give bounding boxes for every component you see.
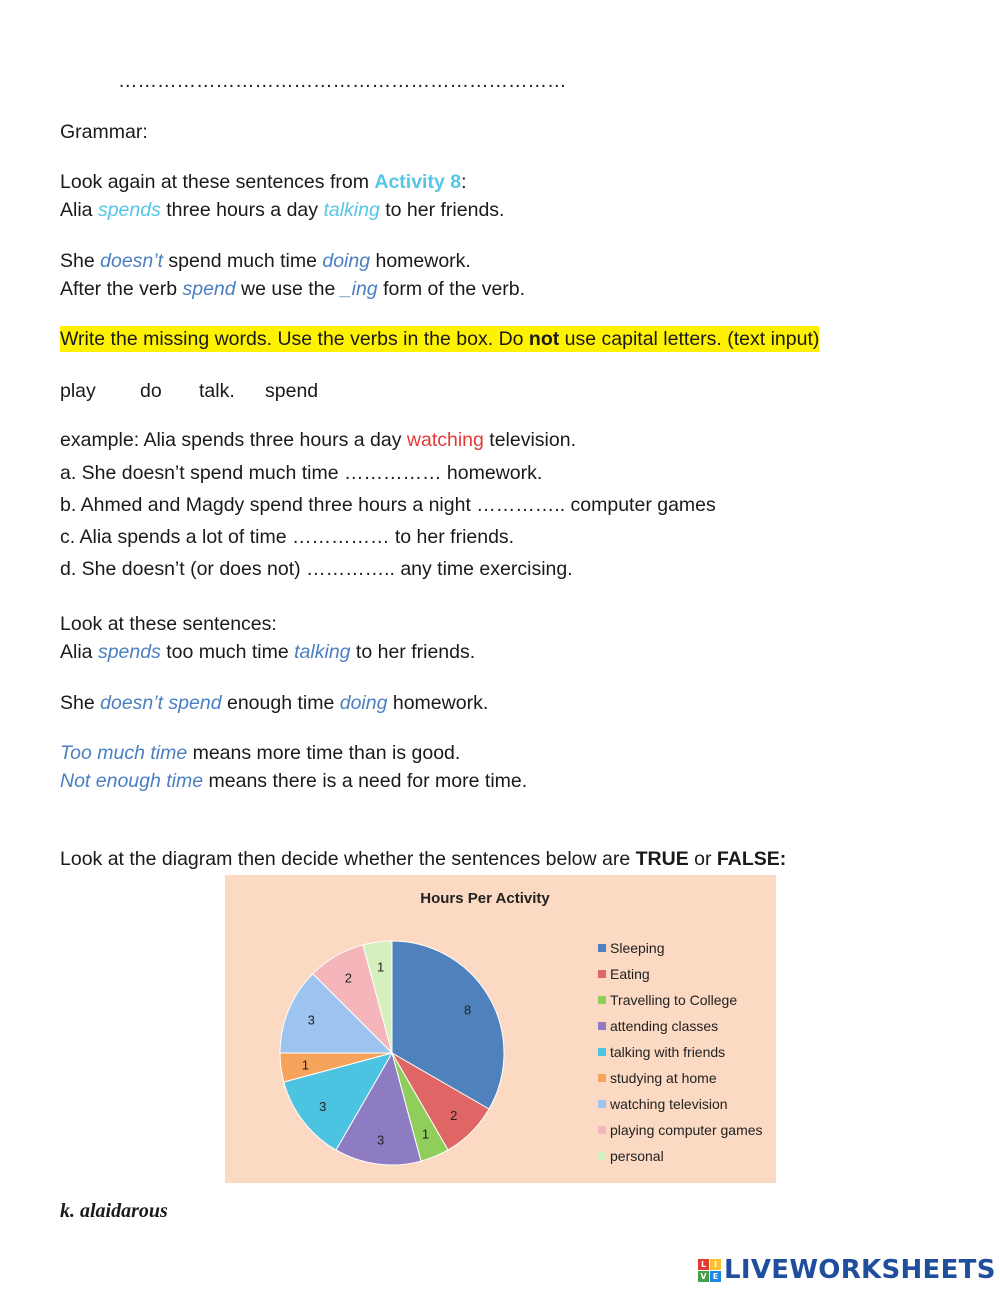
grammar-heading: Grammar: [60, 121, 148, 143]
pie-chart-container [225, 875, 776, 1183]
intro-line [60, 171, 467, 194]
sentence-2-part: homework. [370, 250, 471, 272]
sentence-1-part: three hours a day [160, 199, 324, 221]
definition-term: Too much time [60, 742, 188, 764]
false-keyword: FALSE: [716, 848, 787, 870]
diagram-instruction-text: Look at the diagram then decide whether the sentences below are [60, 848, 636, 870]
example-answer: watching [406, 429, 484, 451]
legend-swatch [598, 1074, 606, 1082]
diagram-instruction-text: or [688, 848, 717, 870]
activity-reference: Activity 8 [374, 171, 462, 193]
sentence-3-ing: talking [294, 641, 351, 663]
sentence-4-ing: doing [339, 692, 388, 714]
logo-tile: L [698, 1259, 709, 1270]
legend-item [598, 940, 665, 956]
legend-label: Travelling to College [610, 992, 738, 1008]
legend-label: personal [610, 1148, 664, 1164]
instruction [60, 328, 819, 351]
legend-swatch [598, 970, 606, 978]
legend-item [598, 966, 650, 982]
sentence-3 [60, 641, 475, 664]
example-line [60, 429, 576, 452]
legend-label: attending classes [610, 1018, 719, 1034]
example-part: example: Alia spends three hours a day [60, 429, 407, 451]
diagram-instruction [60, 848, 786, 871]
verb-box-item-do: do [140, 380, 162, 402]
legend-label: studying at home [610, 1070, 717, 1086]
question-c[interactable]: c. Alia spends a lot of time …………… to her friends. [60, 526, 515, 548]
liveworksheets-logo [698, 1253, 996, 1287]
pie-data-label: 3 [307, 1012, 315, 1028]
sentence-4-part: She [60, 692, 101, 714]
sentence-2-ing: doing [322, 250, 371, 272]
top-dotted-line: …………………………………………………………… [118, 70, 567, 92]
legend-swatch [598, 944, 606, 952]
pie-data-label: 1 [376, 959, 385, 975]
true-keyword: TRUE [635, 848, 689, 870]
sentence-3-part: too much time [160, 641, 295, 663]
definition-term: Not enough time [60, 770, 204, 792]
verb-box-item-play: play [60, 380, 96, 402]
logo-text: LIVEWORKSHEETS [724, 1255, 996, 1285]
sentence-3-part: to her friends. [350, 641, 476, 663]
definition-text: means there is a need for more time. [203, 770, 528, 792]
definition-too-much [60, 742, 460, 765]
sentence-4-verb: doesn’t spend [100, 692, 222, 714]
definition-not-enough [60, 770, 527, 793]
look-heading: Look at these sentences: [60, 613, 277, 635]
question-d[interactable]: d. She doesn’t (or does not) ………….. any time exercising. [60, 558, 573, 580]
legend-item [598, 1148, 664, 1164]
logo-tile: I [710, 1259, 721, 1270]
sentence-2-part: spend much time [163, 250, 323, 272]
legend-item [598, 992, 737, 1008]
sentence-2 [60, 250, 471, 273]
sentence-1 [60, 199, 504, 222]
verb-box-item-talk: talk. [199, 380, 235, 402]
legend-label: talking with friends [610, 1044, 726, 1060]
legend-label: Sleeping [610, 940, 665, 956]
legend-swatch [598, 1126, 606, 1134]
pie-data-label: 1 [301, 1057, 310, 1073]
instruction-part: use capital letters. (text input) [559, 328, 820, 350]
legend-item [598, 1044, 725, 1060]
pie-data-label: 2 [450, 1107, 458, 1123]
legend-swatch [598, 1100, 606, 1108]
legend-label: playing computer games [610, 1122, 763, 1138]
legend-item [598, 1096, 728, 1112]
rule-verb: spend [182, 278, 236, 300]
intro-colon: : [461, 171, 467, 193]
logo-tile: V [698, 1271, 709, 1282]
sentence-1-part: Alia [60, 199, 98, 221]
legend-item [598, 1070, 717, 1086]
legend-item [598, 1122, 763, 1138]
question-b[interactable]: b. Ahmed and Magdy spend three hours a night ………….. computer games [60, 494, 716, 516]
legend-swatch [598, 1152, 606, 1160]
instruction-bold: not [528, 328, 560, 350]
logo-tiles-icon [698, 1259, 721, 1282]
rule-part: After the verb [60, 278, 183, 300]
rule-sentence [60, 278, 525, 301]
instruction-part: Write the missing words. Use the verbs in the box. Do [60, 328, 529, 350]
pie-data-label: 1 [421, 1126, 430, 1142]
legend-swatch [598, 996, 606, 1004]
rule-part: form of the verb. [377, 278, 526, 300]
rule-part: we use the [235, 278, 341, 300]
chart-title: Hours Per Activity [420, 890, 550, 907]
author-signature: k. alaidarous [60, 1200, 168, 1222]
definition-text: means more time than is good. [187, 742, 461, 764]
pie-data-label: 8 [464, 1002, 472, 1018]
sentence-3-part: Alia [60, 641, 98, 663]
rule-ing: _ing [340, 278, 378, 300]
legend-swatch [598, 1048, 606, 1056]
pie-data-label: 2 [344, 970, 352, 986]
sentence-2-verb: doesn’t [100, 250, 164, 272]
sentence-4-part: homework. [387, 692, 489, 714]
sentence-3-verb: spends [97, 641, 161, 663]
question-a[interactable]: a. She doesn’t spend much time …………… homework. [60, 462, 543, 484]
legend-swatch [598, 1022, 606, 1030]
sentence-4 [60, 692, 488, 715]
legend-label: watching television [610, 1096, 728, 1112]
sentence-2-part: She [60, 250, 101, 272]
sentence-1-ing: talking [323, 199, 380, 221]
pie-data-label: 3 [319, 1099, 327, 1115]
sentence-1-verb: spends [97, 199, 161, 221]
pie-data-label: 3 [376, 1132, 385, 1148]
instruction-highlight [60, 326, 819, 352]
logo-tile: E [710, 1271, 721, 1282]
example-part: television. [483, 429, 576, 451]
sentence-4-part: enough time [221, 692, 340, 714]
legend-item [598, 1018, 718, 1034]
sentence-1-part: to her friends. [379, 199, 505, 221]
legend-label: Eating [610, 966, 650, 982]
intro-text: Look again at these sentences from [60, 171, 375, 193]
verb-box-item-spend: spend [265, 380, 319, 402]
